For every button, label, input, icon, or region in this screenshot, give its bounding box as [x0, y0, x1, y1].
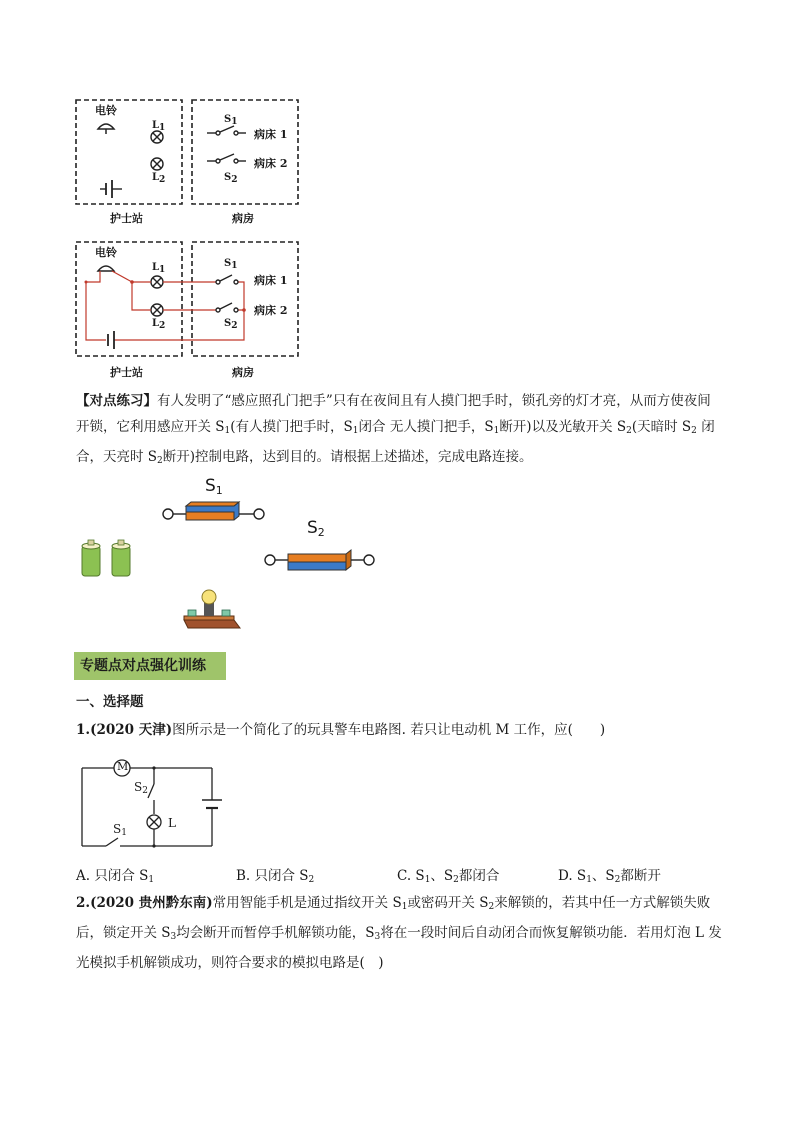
question-1: 1.(2020 天津)图所示是一个简化了的玩具警车电路图. 若只让电动机 M 工作，应( ) — [76, 722, 606, 738]
lamp1-label: L1 — [152, 120, 166, 133]
lamp2-label-2: L2 — [152, 318, 166, 331]
bed1-label-2: 病床 1 — [254, 274, 288, 287]
lamp-board-image — [184, 590, 240, 628]
bed1-label: 病床 1 — [254, 128, 288, 141]
figure-toy-police-car-circuit — [74, 756, 224, 852]
question-2: 2.(2020 贵州黔东南)常用智能手机是通过指纹开关 $S_1$或密码开关 $S_2$来解锁的，若其中任一方式解锁失败后，锁定开关 $S_3$均会断开而暂停手机解锁功能，$S_3$将在一段时间后自动闭合而恢复解锁功能．若用灯泡 L 发光模拟手机解锁成功，则符合要求的模拟电路是( ) — [76, 895, 722, 971]
practice-paragraph: 【对点练习】有人发明了“感应照孔门把手”只有在夜间且有人摸门把手时，锁孔旁的灯才亮，从而方使夜间开锁，它利用感应开关 $S_1$(有人摸门把手时，$S_1$闭合 无人摸门把手，$S_1$断开)以及光敏开关 $S_2$(天暗时 $S_2$ 闭合，天亮时 $S_2$断开)控制电路，达到目的。请根据上述描述，完成电路连接。 — [76, 393, 715, 466]
switch2-label-2: S2 — [224, 318, 238, 331]
figure-components — [74, 476, 384, 636]
batteries-image — [82, 540, 130, 576]
s2-component-label: S2 — [307, 518, 325, 539]
option-c[interactable]: C. $S_1$、$S_2$都闭合 — [397, 868, 500, 885]
ward-label: 病房 — [232, 212, 254, 225]
lamp1-label-2: L1 — [152, 262, 166, 275]
bell-label-2: 电铃 — [95, 246, 117, 259]
switch2-label: S2 — [224, 172, 238, 185]
motor-label: M — [117, 760, 129, 773]
section-banner: 专题点对点强化训练 — [74, 652, 226, 680]
ward-label-2: 病房 — [232, 366, 254, 379]
q1-lamp-label: L — [168, 816, 176, 830]
section-heading: 一、选择题 — [76, 694, 144, 710]
bell-label: 电铃 — [95, 104, 117, 117]
nurse-station-label-2: 护士站 — [110, 366, 143, 379]
q1-s2-label: $S_2$ — [134, 780, 148, 796]
q1-s1-label: $S_1$ — [113, 822, 127, 838]
switch1-label: S1 — [224, 114, 238, 127]
bed2-label: 病床 2 — [254, 157, 288, 170]
lamp2-label: L2 — [152, 172, 166, 185]
option-b[interactable]: B. 只闭合 $S_2$ — [236, 868, 315, 885]
switch-s2-image — [265, 550, 374, 570]
switch-s1-image — [163, 502, 264, 520]
bed2-label-2: 病床 2 — [254, 304, 288, 317]
option-d[interactable]: D. $S_1$、$S_2$都断开 — [558, 868, 661, 885]
option-a[interactable]: A. 只闭合 $S_1$ — [76, 868, 155, 885]
nurse-station-label: 护士站 — [110, 212, 143, 225]
s1-component-label: S1 — [205, 476, 223, 497]
switch1-label-2: S1 — [224, 258, 238, 271]
